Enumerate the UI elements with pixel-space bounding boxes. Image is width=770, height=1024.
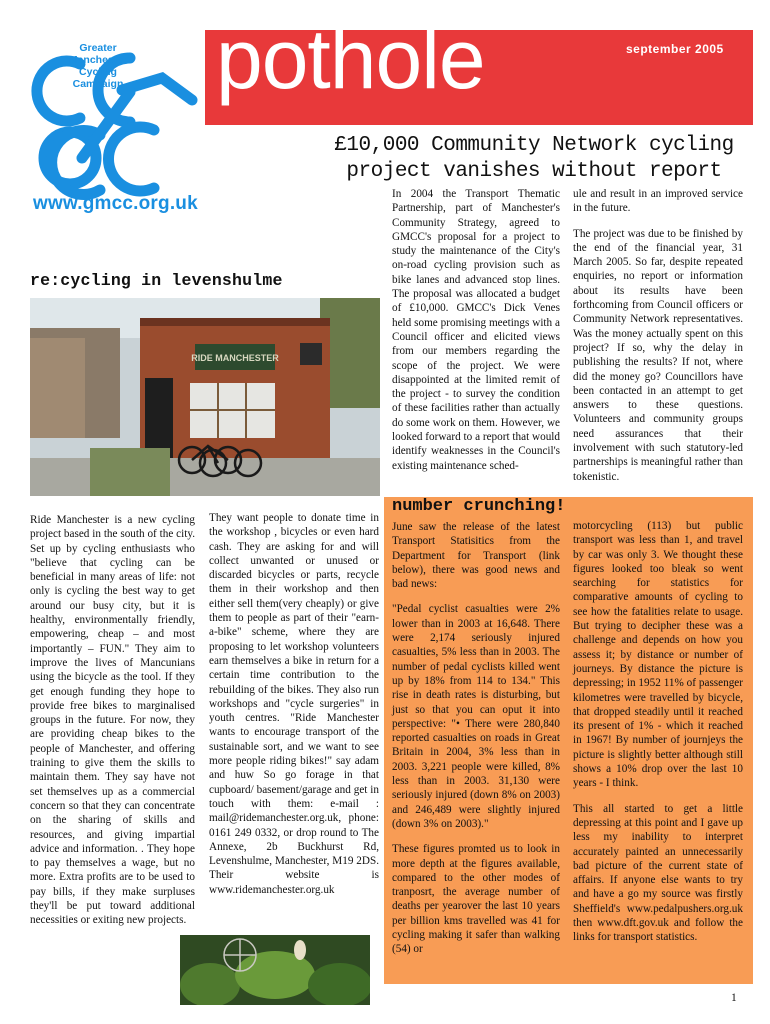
paragraph: ule and result in an improved service in the future. [573, 188, 743, 215]
article-column [392, 187, 560, 484]
paragraph: These figures promted us to look in more depth at the figures available, compared to the other modes of tranposrt, the average number of deaths per yearover the last 10 years per billion kms travelled was 41 for cycling making it safer than walking (54) or [392, 843, 560, 956]
headline [310, 133, 758, 185]
logo-wordmark [58, 42, 138, 90]
article-column [573, 187, 743, 495]
plants-photo [180, 935, 370, 1005]
article-column [573, 519, 743, 956]
issue-date: september 2005 [626, 42, 724, 56]
paragraph: In 2004 the Transport Thematic Partnership, part of Manchester's Community Strategy, agreed to GMCC's proposal for a project to study the maintenance of the City's on-road cycling provision such as bike lanes and advanced stop lines. The proposal was allocated a budget of £10,000. GMCC's Dick Venes held some promising meetings with a Council officer and elicited views from our members regarding the scope of the project. We were disappointed at the limited remit of the project - to survey the condition of these facilities rather than actually do some work on them. However, we looked forward to a report that would identify weaknesses in the Council's existing maintenance sched- [392, 188, 560, 472]
page-number: 1 [731, 992, 737, 1004]
article-column [209, 511, 379, 908]
paragraph: Ride Manchester is a new cycling project based in the south of the city. Set up by cycling enthusiasts who "believe that cycling can be beneficial in many areas of life: not only is cycling the best way to get around our busy city, but it is healthy, environmentally friendly, empowering, cheap – and most importantly – FUN." They aim to improve the lives of Mancunians using the bicycle as the tool. If they get enough funding they hope to provide free bikes to marginalised groups in the future. For now, they are providing cheap bikes to the people of Manchester, and offering training to give them the skills to maintain them. They say have not set themselves up as a commercial concern so that they can concentrate on the sharing of skills and resources, and giving impartial advice and information. . They hope to pay themselves a wage, but no more. Extra profits are to be used to pay bills, if they make surpluses they'll be put toward additional necessities or exiting new projects. [30, 514, 195, 927]
logo-line: Manchester [68, 54, 128, 66]
logo-url[interactable]: www.gmcc.org.uk [33, 193, 198, 214]
logo-line: Greater [79, 42, 117, 54]
masthead-title: pothole [216, 12, 485, 106]
paragraph: June saw the release of the latest Transport Statisitics from the Department for Transport (link below), there was good news and bad news: [392, 521, 560, 591]
logo-line: Cycling [79, 66, 117, 78]
article-column [392, 520, 560, 968]
section-heading: number crunching! [392, 497, 566, 516]
paragraph: This all started to get a little depressing at this point and I gave up less my inability to interpret accurately painted an unnecessarily bad picture of the current state of affairs. If anyone else wants to try and have a go my source was firstly Sheffield's www.pedalpushers.org.uk then www.dft.gov.uk and follow the links for transport statistics. [573, 802, 743, 944]
section-heading: re:cycling in levenshulme [30, 271, 283, 290]
paragraph: The project was due to be finished by the end of the financial year, 31 March 2005. So far, despite repeated enquiries, no report or information about its results have been forthcoming from Council officers or Community Network representatives. Was the money actually spent on this project? If so, why the delay in publishing the results? If not, where did the money go? Councillors have been contacted in an attempt to get answers to these questions. Volunteers and community groups need assurances that their involvement with such statutory-led partnerships is meaningful rather than tokenistic. [573, 227, 743, 483]
article-column [30, 513, 195, 939]
headline-line-2: project vanishes without report [346, 160, 722, 183]
paragraph: "Pedal cyclist casualties were 2% lower than in 2003 at 16,648. There were 2,174 seriously injured casualties, 5% less than in 2003. The number of pedal cyclists killed went up by 18% from 114 to 134." This rise in death rates is disturbing, but just so that you can oput it into perspective: "• There were 280,840 reported casualties on roads in Great Britain in 2004, 3% less than in 2003. 3,221 people were killed, 8% less than in 2003. 31,130 were seriously injured (down 8% on 2003) and 246,489 were slightly injured (down 3% on 2003)." [392, 603, 560, 830]
shop-sign: RIDE MANCHESTER [191, 353, 279, 363]
shop-photo [30, 298, 380, 496]
paragraph: They want people to donate time in the workshop , bicycles or even hard cash. They are asking for and will collect unwanted or unused or discarded bicycles or parts, recycle them in their workshop and then either sell them(very cheaply) or give them to people as part of their "earn-a-bike" scheme, where they are proposing to let workshop volunteers earn themselves a bike in return for a certain time contribution to the rebuilding of the bikes. They also run workshops and "cycle surgeries" in youth centres. "Ride Manchester wants to encourage transport of the sustainable sort, and we want to see more people riding bikes!" say adam and huw So go forage in that cupboard/ basement/garage and get in touch with them: e-mail : mail@ridemanchester.org.uk, phone: 0161 249 0332, or drop round to The Annexe, 2b Buckhurst Rd, Levenshulme, Manchester, M19 2DS. Their website is www.ridemanchester.org.uk [209, 512, 379, 896]
headline-line-1: £10,000 Community Network cycling [334, 134, 734, 157]
logo-line: Campaign [72, 78, 124, 90]
paragraph: motorcycling (113) but public transport was less than 1, and travel by car was only 3. We thought these figures looked too bleak so went searching for statistics for comparative amounts of cycling to see how the fatalities relate to usage. But trying to decipher these was a challenge and depends on how you assess it; by distance or number of journeys. By distance the picture is depressing; in 1952 11% of passenger kilometres were travelled by bicycle, that dropped steadily until it reached its present of 1% - which it reached in 1967! By number of journjeys the picture is slightly better although still shows a 10% drop over the last 10 years - I think. [573, 520, 743, 790]
